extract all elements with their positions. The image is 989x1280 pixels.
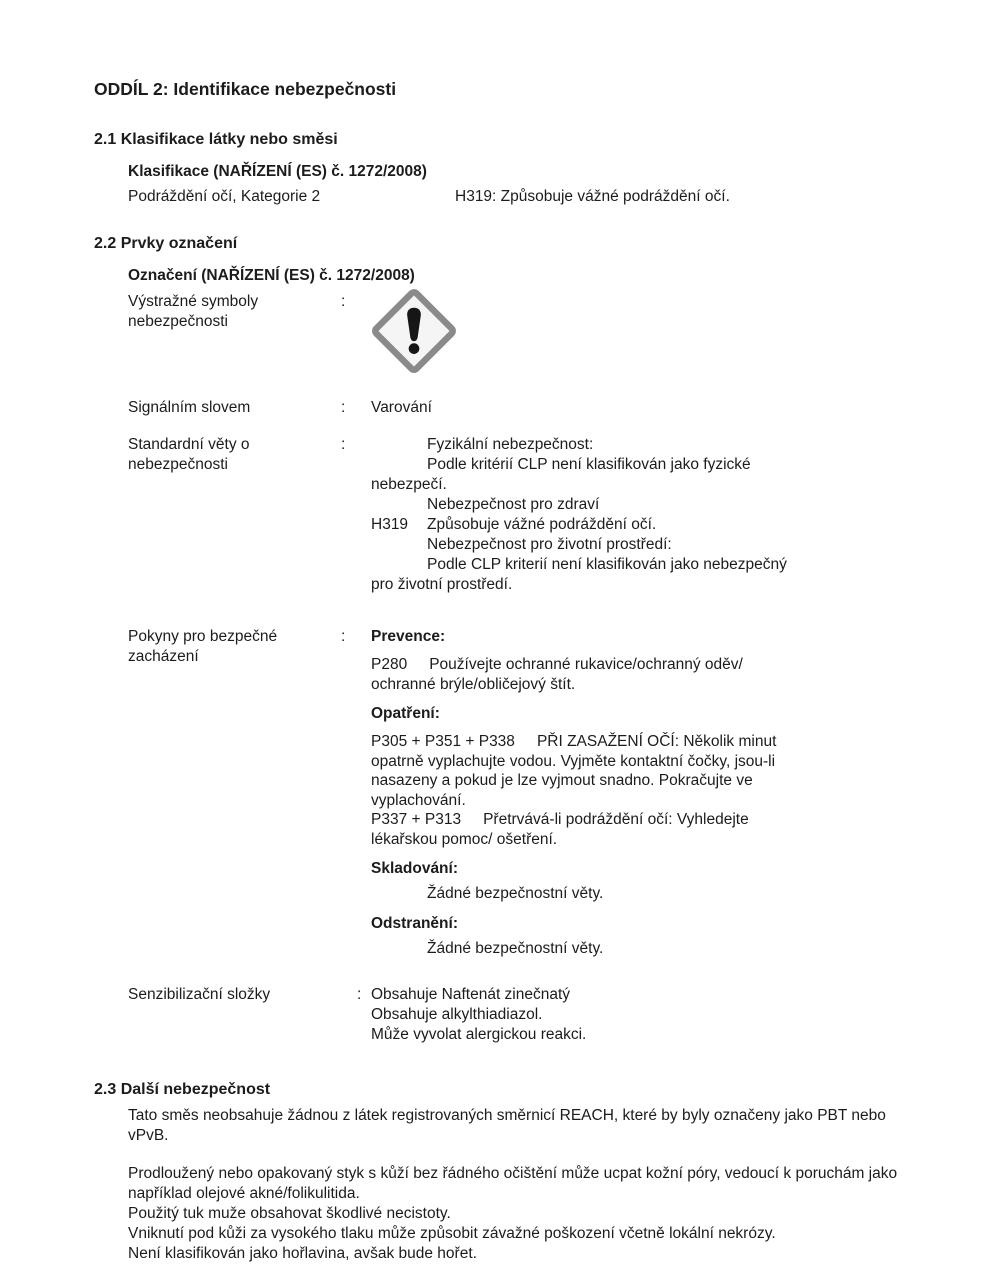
hazard-statements-row [128,435,929,595]
other-hazard-line: Vniknutí pod kůži za vysokého tlaku může způsobit závažné poškození včetně lokální nekrózy. [128,1225,776,1242]
classification-hazard-statement: H319: Způsobuje vážné podráždění očí. [455,188,730,205]
classification-regulation-heading: Klasifikace (NAŘÍZENÍ (ES) č. 1272/2008) [128,163,427,180]
hazard-symbols-label-line2: nebezpečnosti [128,313,228,330]
reach-paragraph: Tato směs neobsahuje žádnou z látek registrovaných směrnicí REACH, které by byly označeny jako PBT nebo vPvB. [128,1107,886,1144]
precautionary-label-line1: Pokyny pro bezpečné [128,628,278,645]
other-hazards-paragraph [128,1164,920,1264]
hazard-statements-label-line1: Standardní věty o [128,436,250,453]
hazard-line: Podle CLP kriterií není klasifikován jako nebezpečný [427,556,787,573]
other-hazard-line: Použitý tuk muže obsahovat škodlivé necistoty. [128,1205,451,1222]
heading-2-1: 2.1 Klasifikace látky nebo směsi [94,131,338,148]
p337-code: P337 + P313 [371,811,462,828]
precautionary-statements-row [128,627,929,959]
signal-word-value: Varování [371,399,432,416]
precautionary-label-line2: zacházení [128,648,199,665]
p337-text: Přetrvává-li podráždění očí: Vyhledejte lékařskou pomoc/ ošetření. [371,811,749,848]
colon-separator: : [357,986,362,1003]
p337-statement [371,810,807,849]
section-2-2-body [128,266,929,1045]
sensitizers-row [128,985,929,1045]
classification-row [128,187,929,207]
p305-code: P305 + P351 + P338 [371,733,515,750]
signal-word-row [128,398,929,418]
p280-statement [371,655,807,694]
other-hazard-line: Není klasifikován jako hořlavina, avšak bude hořet. [128,1245,477,1262]
p280-code: P280 [371,656,408,673]
p305-text: PŘI ZASAŽENÍ OČÍ: Několik minut opatrně vyplachujte vodou. Vyjměte kontaktní čočky, jsou-li nasazeny a pokud je lze vyjmout snadno. Pokračujte ve vyplachování. [371,733,777,809]
section-2-1-body [128,162,929,207]
colon-separator: : [341,399,346,416]
hazard-symbols-label [128,292,341,332]
ghs07-exclamation-mark-icon [371,288,457,374]
sensitizer-line: Obsahuje Naftenát zinečnatý [371,986,571,1003]
sensitizers-label: Senzibilizační složky [128,986,271,1003]
storage-text: Žádné bezpečnostní věty. [427,885,604,902]
other-hazard-line: Prodloužený nebo opakovaný styk s kůží bez řádného očištění může ucpat kožní póry, vedoucí k poruchám jako například olejové akné/folikulitida. [128,1165,898,1202]
hazard-statements-label [128,435,341,475]
hazard-symbols-label-line1: Výstražné symboly [128,293,259,310]
section-title: ODDÍL 2: Identifikace nebezpečnosti [94,79,397,99]
hazard-line: pro životní prostředí. [371,576,513,593]
p305-statement [371,732,807,810]
sensitizers-value [371,985,807,1045]
signal-word-label: Signálním slovem [128,399,251,416]
precautionary-value [371,627,807,959]
heading-2-2: 2.2 Prvky označení [94,235,238,252]
disposal-text: Žádné bezpečnostní věty. [427,940,604,957]
colon-separator: : [341,293,346,310]
h319-text: Způsobuje vážné podráždění očí. [427,516,657,533]
hazard-line: Podle kritérií CLP není klasifikován jako fyzické [427,456,751,473]
hazard-line: nebezpečí. [371,476,447,493]
hazard-statements-value [371,435,807,595]
colon-separator: : [341,436,346,453]
hazard-statements-label-line2: nebezpečnosti [128,456,228,473]
exclamation-dot [409,343,420,354]
hazard-symbols-value [371,292,807,374]
precautionary-label [128,627,341,667]
hazard-line: Fyzikální nebezpečnost: [427,436,594,453]
labelling-regulation-heading: Označení (NAŘÍZENÍ (ES) č. 1272/2008) [128,267,415,284]
h319-code: H319 [371,516,409,533]
sensitizer-line: Může vyvolat alergickou reakci. [371,1026,587,1043]
heading-2-3: 2.3 Další nebezpečnost [94,1081,271,1098]
classification-category: Podráždění očí, Kategorie 2 [128,188,321,205]
response-heading: Opatření: [371,705,440,722]
hazard-symbols-row [128,292,929,374]
p280-text: Používejte ochranné rukavice/ochranný oděv/ ochranné brýle/obličejový štít. [371,656,743,693]
hazard-line: Nebezpečnost pro zdraví [427,496,600,513]
h319-line [371,515,807,535]
prevention-heading: Prevence: [371,628,446,645]
disposal-heading: Odstranění: [371,915,458,932]
sensitizer-line: Obsahuje alkylthiadiazol. [371,1006,543,1023]
storage-heading: Skladování: [371,860,458,877]
colon-separator: : [341,628,346,645]
hazard-line: Nebezpečnost pro životní prostředí: [427,536,672,553]
section-2-3-body [128,1106,920,1264]
